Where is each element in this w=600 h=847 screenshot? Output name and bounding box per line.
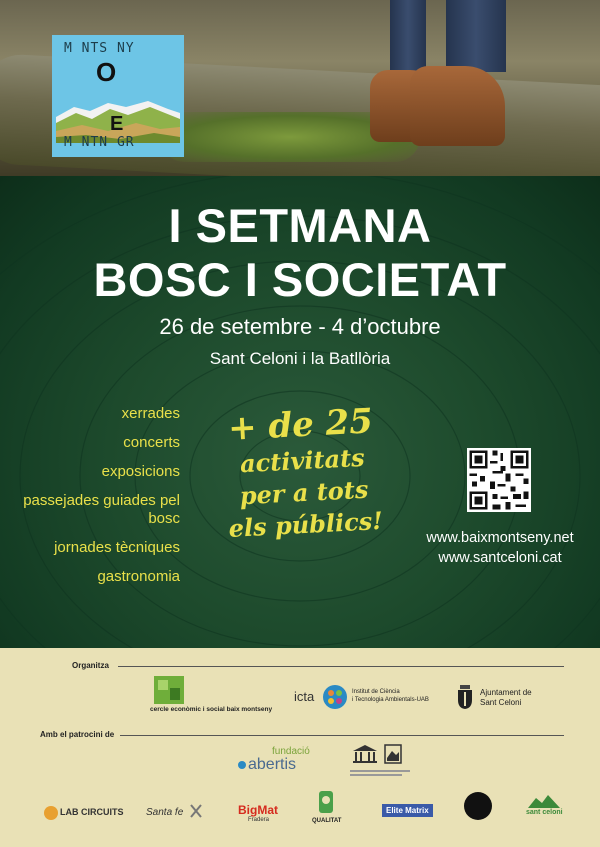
biosphere-icon <box>384 744 402 764</box>
ajuntament-line2: Sant Celoni <box>480 698 522 707</box>
promo-callout <box>195 400 412 547</box>
santceloni-text: sant celoni <box>526 809 563 816</box>
icta-globe-icon <box>322 684 348 710</box>
event-dates: 26 de setembre - 4 d’octubre <box>159 314 441 339</box>
cercle-logo-icon <box>154 676 184 704</box>
promo-line3: per a tots <box>239 474 370 511</box>
jeans-right <box>446 0 506 72</box>
sponsors-panel <box>0 648 600 847</box>
fundacio-text: fundació <box>272 746 310 757</box>
activity-item: gastronomia <box>97 568 180 585</box>
bigmat-text: BigMat <box>238 803 278 817</box>
icta-desc2: i Tecnologia Ambientals-UAB <box>352 697 429 703</box>
santafe-text: Santa fe <box>146 807 184 818</box>
icta-name: icta <box>294 689 315 704</box>
ajuntament-shield-icon <box>456 684 474 710</box>
activity-item: concerts <box>123 434 180 451</box>
ajuntament-line1: Ajuntament de <box>480 688 532 697</box>
logo-letter-e: E <box>110 113 124 135</box>
elite-matrix-text: Elite Matrix <box>382 804 433 817</box>
abertis-text: abertis <box>248 756 297 773</box>
divider <box>120 735 564 736</box>
bigmat-sub: Fradera <box>248 817 270 823</box>
lab-circuits-text: LAB CIRCUITS <box>60 807 124 817</box>
activity-item: jornades tècniques <box>54 539 180 556</box>
activity-item: xerrades <box>121 405 180 422</box>
promo-line2: activitats <box>239 442 366 479</box>
boot-right <box>410 66 505 146</box>
qr-code-icon[interactable] <box>467 448 531 512</box>
montseny-logo <box>52 35 184 157</box>
promo-line4: els públics! <box>227 505 384 543</box>
cercle-text: cercle econòmic i social baix montseny <box>150 706 273 713</box>
lab-circuits-icon <box>44 806 58 820</box>
main-panel <box>0 176 600 648</box>
logo-line1: M NTS NY <box>64 41 135 56</box>
abertis-dot-icon <box>238 761 246 769</box>
unesco-text-lines <box>350 770 410 772</box>
url-santceloni[interactable]: www.santceloni.cat <box>438 550 562 566</box>
unesco-text-lines <box>350 774 402 776</box>
santafe-mark-icon <box>190 804 202 818</box>
activity-item: exposicions <box>101 463 180 480</box>
unesco-temple-icon <box>352 744 378 764</box>
restaurant-logo-icon <box>464 792 492 820</box>
organizers-label: Organitza <box>72 661 109 670</box>
url-baixmontseny[interactable]: www.baixmontseny.net <box>426 530 574 546</box>
promo-line1: + de 25 <box>227 401 374 449</box>
title-line1: I SETMANA <box>168 199 432 252</box>
qualitat-text: QUALITAT <box>312 818 342 824</box>
header-photo <box>0 0 600 176</box>
santceloni-mountain-icon <box>528 794 560 808</box>
activity-item: passejades guiades pel bosc <box>23 492 180 527</box>
logo-line2: M NTN GR <box>64 135 135 150</box>
logo-letter-o: O <box>96 57 117 87</box>
event-place: Sant Celoni i la Batllòria <box>209 349 391 368</box>
activities-list <box>20 405 180 597</box>
sponsors-label: Amb el patrocini de <box>40 730 115 739</box>
qualitat-icon <box>318 790 334 814</box>
title-line2: BOSC I SOCIETAT <box>93 253 507 306</box>
icta-desc1: Institut de Ciència <box>352 689 400 695</box>
divider <box>118 666 564 667</box>
